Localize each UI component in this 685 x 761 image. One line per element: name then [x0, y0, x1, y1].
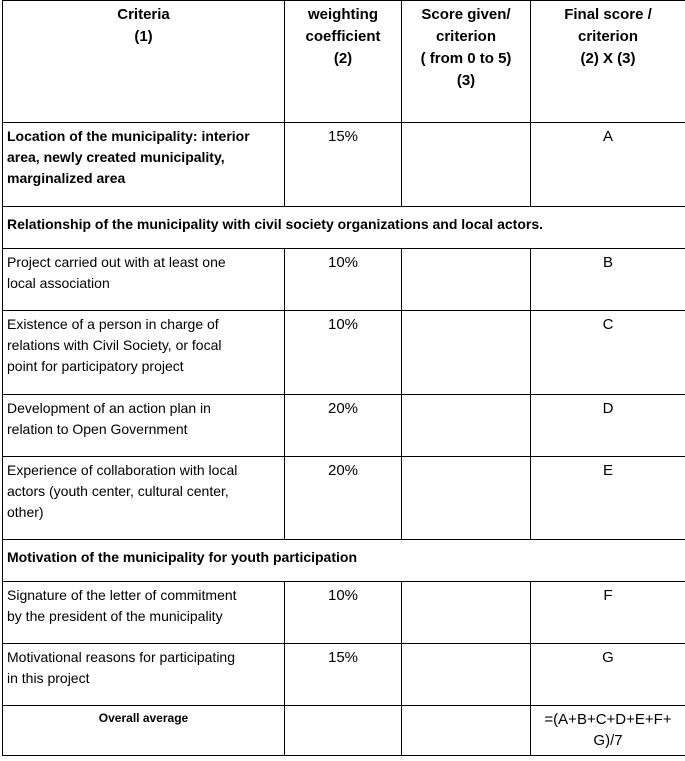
- table-row: [3, 582, 685, 644]
- score-cell[interactable]: [402, 582, 531, 644]
- score-cell[interactable]: [402, 311, 531, 395]
- table-row: [3, 123, 685, 207]
- header-score-given: Score given/ criterion ( from 0 to 5) (3): [402, 1, 531, 123]
- score-cell[interactable]: [402, 249, 531, 311]
- table-row: [3, 249, 685, 311]
- weight-cell: 10%: [285, 582, 402, 644]
- weight-cell: 10%: [285, 249, 402, 311]
- final-score-cell: C: [531, 311, 685, 395]
- score-cell[interactable]: [402, 395, 531, 457]
- final-score-cell: F: [531, 582, 685, 644]
- table-row: [3, 644, 685, 706]
- final-score-cell: A: [531, 123, 685, 207]
- overall-formula: =(A+B+C+D+E+F+ G)/7: [531, 706, 685, 756]
- section-heading: Relationship of the municipality with civil society organizations and local actors.: [3, 207, 685, 249]
- final-score-cell: B: [531, 249, 685, 311]
- header-final-score: Final score / criterion (2) X (3): [531, 1, 685, 123]
- header-criteria: Criteria (1): [3, 1, 285, 123]
- overall-row: [3, 706, 685, 756]
- score-cell[interactable]: [402, 123, 531, 207]
- criterion-cell: Experience of collaboration with local actors (youth center, cultural center, other): [3, 457, 285, 540]
- section-heading: Motivation of the municipality for youth participation: [3, 540, 685, 582]
- final-score-cell: G: [531, 644, 685, 706]
- criterion-cell: Existence of a person in charge of relations with Civil Society, or focal point for participatory project: [3, 311, 285, 395]
- score-cell[interactable]: [402, 644, 531, 706]
- table-row: [3, 457, 685, 540]
- criterion-cell: Location of the municipality: interior area, newly created municipality, marginalized area: [3, 123, 285, 207]
- table-row: [3, 395, 685, 457]
- overall-score-cell: [402, 706, 531, 756]
- table-row: [3, 311, 685, 395]
- header-weighting: weighting coefficient (2): [285, 1, 402, 123]
- section-row: [3, 207, 685, 249]
- criterion-cell: Motivational reasons for participating in this project: [3, 644, 285, 706]
- overall-weight-cell: [285, 706, 402, 756]
- section-row: [3, 540, 685, 582]
- final-score-cell: D: [531, 395, 685, 457]
- weight-cell: 15%: [285, 123, 402, 207]
- criterion-cell: Development of an action plan in relation to Open Government: [3, 395, 285, 457]
- criterion-cell: Signature of the letter of commitment by the president of the municipality: [3, 582, 285, 644]
- weight-cell: 15%: [285, 644, 402, 706]
- weight-cell: 20%: [285, 395, 402, 457]
- scoring-table: [2, 0, 685, 756]
- header-row: [3, 1, 685, 123]
- criterion-cell: Project carried out with at least one local association: [3, 249, 285, 311]
- final-score-cell: E: [531, 457, 685, 540]
- weight-cell: 10%: [285, 311, 402, 395]
- score-cell[interactable]: [402, 457, 531, 540]
- overall-average-label: Overall average: [3, 706, 285, 756]
- weight-cell: 20%: [285, 457, 402, 540]
